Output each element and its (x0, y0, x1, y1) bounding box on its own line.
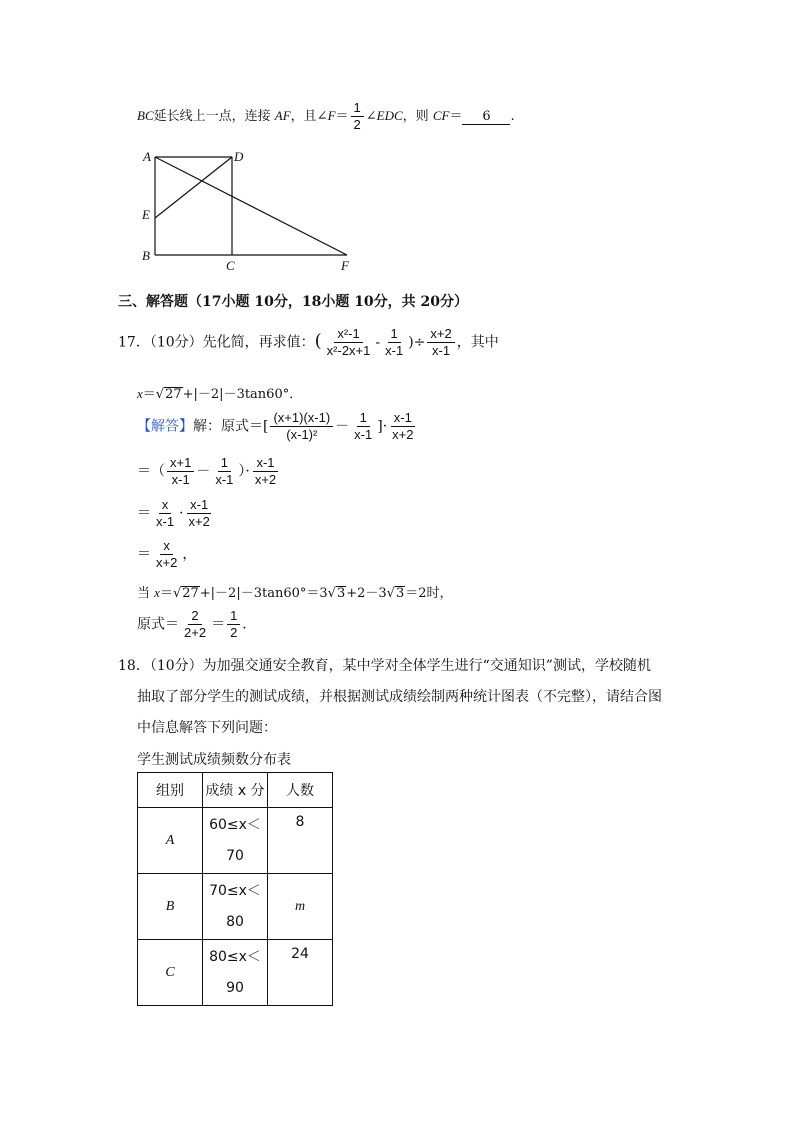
segment-bc: BC (137, 108, 154, 123)
step4-frac-den: x+2 (156, 555, 178, 570)
step2-close: ）· (238, 463, 250, 480)
header-score: 成绩 x 分 (203, 773, 268, 808)
q17-frac-1-num: x²-1 (334, 326, 362, 343)
step2-frac-2-num: 1 (218, 455, 231, 472)
step2-minus: － (196, 463, 211, 480)
step2-frac-3 (252, 455, 279, 488)
half-den: 2 (353, 117, 361, 132)
when-sqrt-27: 27 (182, 586, 199, 601)
answer-step-3 (137, 497, 215, 530)
q18-line-2: 抽取了部分学生的测试成绩，并根据测试成绩绘制两种统计图表（不完整），请结合图 (137, 689, 662, 705)
answer-step-4 (137, 538, 196, 571)
step4-end: ， (182, 546, 197, 563)
step3-frac-2-num: x-1 (187, 497, 211, 514)
step3-dot: · (179, 505, 184, 522)
row-count: 8 (268, 808, 333, 874)
q17-suffix: ，其中 (456, 334, 499, 351)
sqrt-27: 27 (165, 387, 182, 402)
q17-frac-3-den: x-1 (432, 343, 451, 358)
label-d: D (234, 149, 244, 164)
q16-line (137, 100, 515, 133)
answer-step-2 (137, 455, 281, 488)
label-f: F (341, 258, 349, 273)
row-range-text: 70≤x＜80 (209, 882, 261, 930)
q17-prefix: 17．（10分）先化简，再求值： (118, 334, 315, 351)
q17-minus: - (375, 334, 381, 351)
final-frac-1-den: 2+2 (184, 625, 207, 640)
q17-frac-2 (382, 326, 406, 359)
q17-frac-3 (427, 326, 454, 359)
step1-frac-1-num: (x+1)(x-1) (270, 410, 333, 427)
x-rest: +|－2|－3tan60°． (182, 387, 303, 402)
step1-frac-1 (270, 410, 333, 443)
q17-lparen: ( (314, 330, 322, 352)
step1-frac-3 (389, 410, 416, 443)
step2-frac-2-den: x-1 (215, 472, 234, 487)
step2-frac-1-den: x-1 (171, 472, 190, 487)
step2-frac-1 (167, 455, 194, 488)
q17-frac-3-num: x+2 (427, 326, 454, 343)
q18-line-1: 18．（10分）为加强交通安全教育，某中学对全体学生进行“交通知识”测试，学校随机 (118, 658, 651, 674)
answer-when (137, 582, 453, 601)
header-count: 人数 (268, 773, 333, 808)
step1-frac-3-den: x+2 (392, 427, 414, 442)
angle-edc: EDC (376, 108, 403, 123)
q17-stem (118, 326, 499, 359)
step1-frac-2-den: x-1 (354, 427, 373, 442)
row-group: C (138, 940, 203, 1006)
q17-frac-1-den: x²-2x+1 (326, 343, 371, 358)
label-b: B (142, 248, 150, 263)
row-range (203, 874, 268, 940)
final-frac-1-num: 2 (188, 608, 201, 625)
when-x: x (154, 585, 160, 600)
step3-frac-1 (153, 497, 177, 530)
step2-frac-2 (212, 455, 236, 488)
label-e: E (142, 207, 150, 222)
label-a: A (143, 149, 151, 164)
step2-frac-1-num: x+1 (167, 455, 194, 472)
x-var: x (137, 386, 143, 401)
geometry-figure (135, 148, 365, 276)
table-row (138, 808, 333, 874)
segment-af: AF (274, 108, 291, 123)
row-range-text: 60≤x＜70 (209, 816, 261, 864)
step1-frac-3-num: x-1 (391, 410, 415, 427)
final-lead: 原式＝ (137, 616, 179, 633)
step1-frac-2-num: 1 (357, 410, 370, 427)
step3-frac-2-den: x+2 (188, 514, 210, 529)
sqrt-icon: √ (386, 586, 395, 601)
final-frac-2 (227, 608, 240, 641)
q17-condition (137, 383, 302, 402)
q16-eq: ＝ (335, 109, 349, 124)
answer-step-1 (137, 410, 418, 443)
section-heading: 三、解答题（17小题 10分，18小题 10分，共 20分） (118, 294, 469, 310)
when-eq: ＝ (159, 586, 173, 601)
step4-lead: ＝ (137, 546, 151, 563)
q17-frac-2-den: x-1 (385, 343, 404, 358)
row-range-text: 80≤x＜90 (209, 948, 261, 996)
frequency-table (137, 772, 333, 1006)
table-title: 学生测试成绩频数分布表 (137, 752, 291, 768)
answer-tag: 【解答】 (137, 418, 193, 435)
final-end: . (242, 616, 247, 633)
segment-ed (155, 157, 232, 218)
answer-final (137, 608, 247, 641)
q18-line-3: 中信息解答下列问题： (137, 720, 277, 736)
step2-lead: ＝（ (137, 463, 165, 480)
when-sqrt-3a: 3 (336, 586, 346, 601)
header-group: 组别 (138, 773, 203, 808)
step1-frac-1-den: (x-1)² (286, 427, 318, 442)
when-sqrt-3b: 3 (395, 586, 405, 601)
answer-lead: 解：原式＝[ (193, 418, 269, 435)
final-frac-2-den: 2 (230, 625, 238, 640)
step4-frac-num: x (160, 538, 173, 555)
table-header-row (138, 773, 333, 808)
step3-lead: ＝ (137, 505, 151, 522)
q16-answer: 6 (462, 109, 510, 125)
table-row (138, 940, 333, 1006)
step3-frac-2 (186, 497, 213, 530)
when-mid: +|－2|－3tan60°＝3 (199, 586, 328, 601)
q16-end: . (510, 109, 515, 124)
final-frac-2-num: 1 (227, 608, 240, 625)
q17-frac-1 (324, 326, 374, 359)
q16-eq2: ＝ (449, 109, 463, 124)
row-count: 24 (268, 940, 333, 1006)
sqrt-icon: √ (172, 586, 182, 601)
final-frac-1 (181, 608, 209, 641)
step1-close: ]· (377, 418, 388, 435)
x-eq: ＝ (142, 387, 156, 402)
q16-text-2: ，且∠ (290, 109, 328, 124)
row-group: B (138, 874, 203, 940)
half-num: 1 (351, 100, 364, 117)
row-range (203, 808, 268, 874)
sqrt-icon: √ (155, 387, 165, 402)
q16-text-1: 延长线上一点，连接 (153, 109, 275, 124)
step4-frac (153, 538, 180, 571)
step3-frac-1-den: x-1 (156, 514, 175, 529)
step2-frac-3-num: x-1 (253, 455, 277, 472)
sqrt-icon: √ (327, 586, 336, 601)
row-count: m (268, 874, 333, 940)
q16-text-3: ∠ (365, 109, 377, 124)
segment-cf: CF (432, 108, 450, 123)
segment-af-line (155, 157, 347, 255)
step1-minus: － (335, 418, 350, 435)
when-mid2: +2－3 (346, 586, 387, 601)
q17-frac-2-num: 1 (388, 326, 401, 343)
step2-frac-3-den: x+2 (254, 472, 277, 487)
when-lead: 当 (137, 586, 155, 601)
label-c: C (226, 258, 235, 273)
q16-text-4: ，则 (402, 109, 433, 124)
when-end: ＝2时， (405, 586, 453, 601)
step3-frac-1-num: x (159, 497, 172, 514)
final-eq: ＝ (211, 616, 226, 633)
step1-frac-2 (351, 410, 375, 443)
angle-f: F (327, 108, 336, 123)
row-group: A (138, 808, 203, 874)
half-fraction (351, 100, 364, 133)
table-row (138, 874, 333, 940)
q17-rparen-div: )÷ (408, 334, 426, 351)
row-range (203, 940, 268, 1006)
